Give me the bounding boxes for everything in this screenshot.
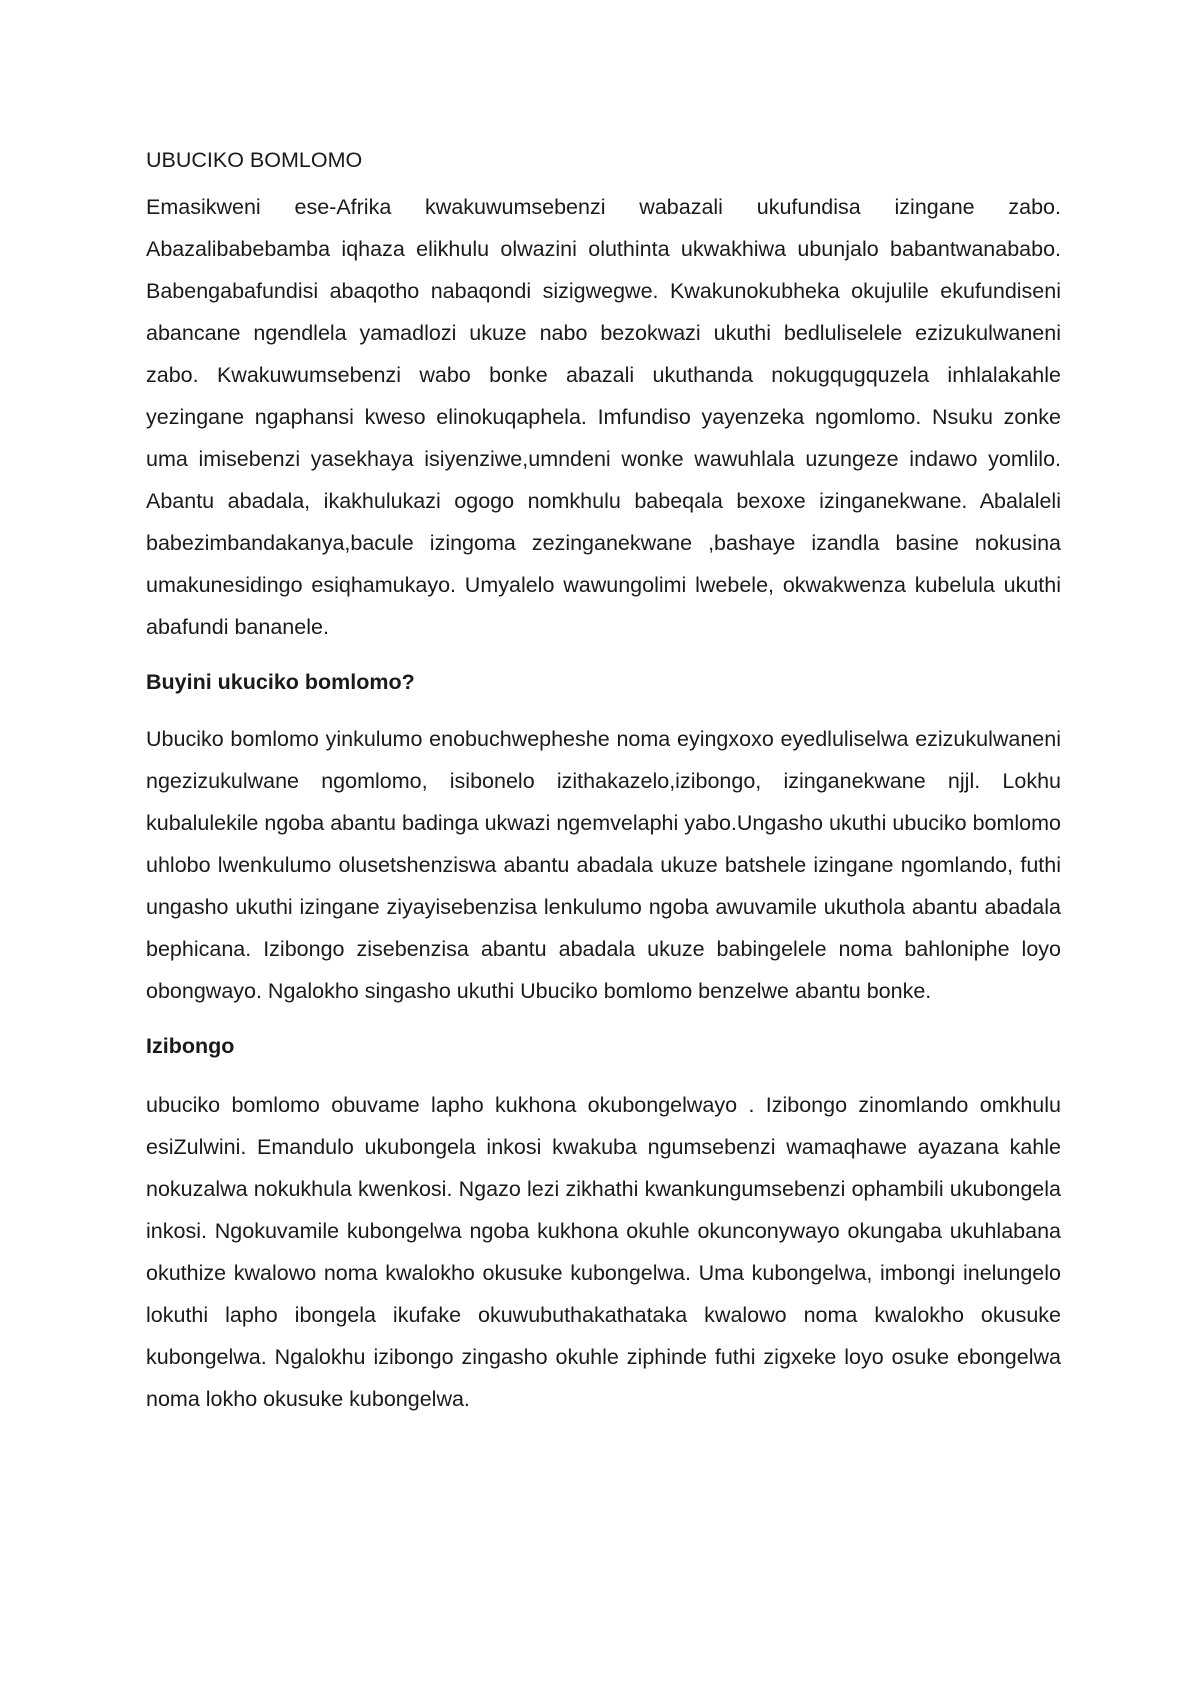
section-body-buyini: Ubuciko bomlomo yinkulumo enobuchwepheshe noma eyingxoxo eyedluliselwa ezizukulwaneni ngezizukulwane ngomlomo, isibonelo izithakazelo,izibongo, izinganekwane njjl. Lokhu kubalulekile ngoba abantu badinga ukwazi ngemvelaphi yabo.Ungasho ukuthi ubuciko bomlomo uhlobo lwenkulumo olusetshenziswa abantu abadala ukuze batshele izingane ngomlando, futhi ungasho ukuthi izingane ziyayisebenzisa lenkulumo ngoba awuvamile ukuthola abantu abadala bephicana. Izibongo zisebenzisa abantu abadala ukuze babingelele noma bahloniphe loyo obongwayo. Ngalokho singasho ukuthi Ubuciko bomlomo benzelwe abantu bonke.: [146, 727, 1061, 1003]
section-heading-izibongo: Izibongo: [146, 1034, 235, 1058]
document-title: UBUCIKO BOMLOMO: [146, 148, 363, 172]
section-heading-buyini: Buyini ukuciko bomlomo?: [146, 670, 415, 694]
section-body-izibongo: ubuciko bomlomo obuvame lapho kukhona okubongelwayo . Izibongo zinomlando omkhulu esiZulwini. Emandulo ukubongela inkosi kwakuba ngumsebenzi wamaqhawe ayazana kahle nokuzalwa nokukhula kwenkosi. Ngazo lezi zikhathi kwankungumsebenzi ophambili ukubongela inkosi. Ngokuvamile kubongelwa ngoba kukhona okuhle okunconywayo okungaba ukuhlabana okuthize kwalowo noma kwalokho okusuke kubongelwa. Uma kubongelwa, imbongi inelungelo lokuthi lapho ibongela ikufake okuwubuthakathataka kwalowo noma kwalokho okusuke kubongelwa. Ngalokhu izibongo zingasho okuhle ziphinde futhi zigxeke loyo osuke ebongelwa noma lokho okusuke kubongelwa.: [146, 1093, 1061, 1411]
intro-paragraph: Emasikweni ese-Afrika kwakuwumsebenzi wabazali ukufundisa izingane zabo. Abazalibabebamba iqhaza elikhulu olwazini oluthinta ukwakhiwa ubunjalo babantwanababo. Babengabafundisi abaqotho nabaqondi sizigwegwe. Kwakunokubheka okujulile ekufundiseni abancane ngendlela yamadlozi ukuze nabo bezokwazi ukuthi bedluliselele ezizukulwaneni zabo. Kwakuwumsebenzi wabo bonke abazali ukuthanda nokugqugquzela inhlalakahle yezingane ngaphansi kweso elinokuqaphela. Imfundiso yayenzeka ngomlomo. Nsuku zonke uma imisebenzi yasekhaya isiyenziwe,umndeni wonke wawuhlala uzungeze indawo yomlilo. Abantu abadala, ikakhulukazi ogogo nomkhulu babeqala bexoxe izinganekwane. Abalaleli babezimbandakanya,bacule izingoma zezinganekwane ,bashaye izandla basine nokusina umakunesidingo esiqhamukayo. Umyalelo wawungolimi lwebele, okwakwenza kubelula ukuthi abafundi bananele.: [146, 195, 1061, 639]
document-page: [146, 142, 1061, 1420]
